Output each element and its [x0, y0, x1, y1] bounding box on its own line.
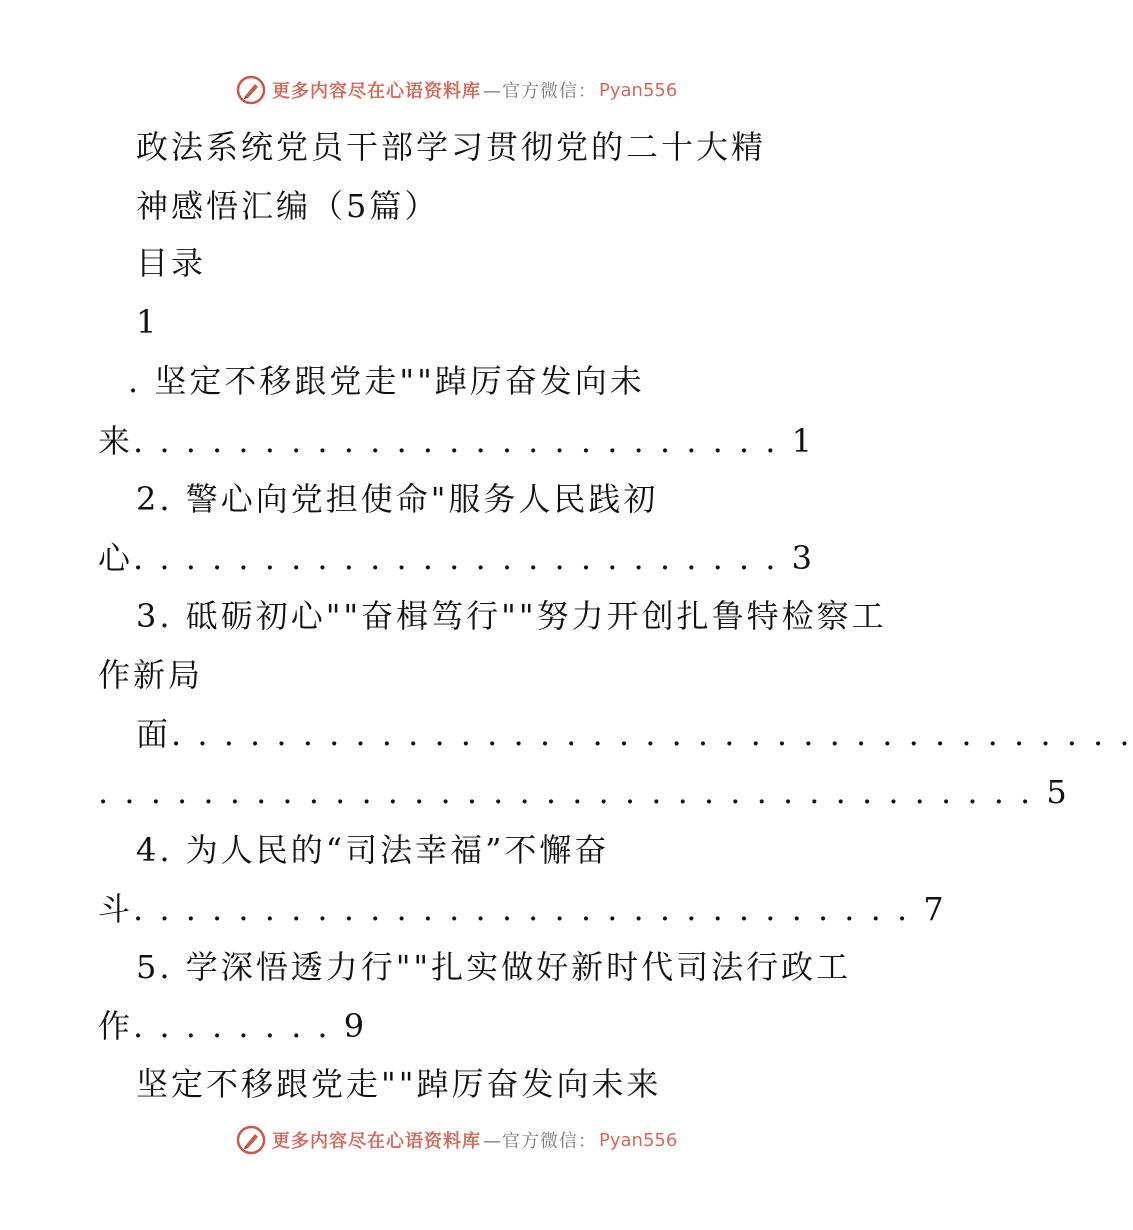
watermark-sep: —官方微信：: [483, 1131, 597, 1152]
watermark-brand: 更多内容尽在心语资料库: [272, 1131, 481, 1152]
pen-logo-icon: [236, 1125, 266, 1155]
toc-line: 来. . . . . . . . . . . . . . . . . . . . . . . . . 1: [98, 422, 815, 460]
toc-line: . 坚定不移跟党走""踔厉奋发向未: [128, 362, 645, 400]
toc-line: 2. 警心向党担使命"服务人民践初: [136, 480, 659, 518]
toc-line: 3. 砥砺初心""奋楫笃行""努力开创扎鲁特检察工: [136, 597, 887, 635]
toc-line: 作. . . . . . . . 9: [98, 1007, 368, 1045]
toc-line: 4. 为人民的“司法幸福”不懈奋: [136, 831, 610, 869]
toc-line: 5. 学深悟透力行""扎实做好新时代司法行政工: [136, 948, 852, 986]
doc-title-line1: 政法系统党员干部学习贯彻党的二十大精: [136, 128, 767, 166]
doc-title-line2: 神感悟汇编（5篇）: [136, 187, 440, 225]
watermark-header: [236, 73, 677, 107]
watermark-footer: [236, 1123, 677, 1157]
toc-heading: 目录: [136, 244, 207, 282]
toc-line: 作新局: [98, 656, 204, 694]
pen-logo-icon: [236, 75, 266, 105]
toc-line: 1: [136, 303, 160, 341]
toc-line: 心. . . . . . . . . . . . . . . . . . . . . . . . . 3: [98, 539, 815, 577]
section-heading: 坚定不移跟党走""踔厉奋发向未来: [136, 1065, 662, 1103]
toc-line: . . . . . . . . . . . . . . . . . . . . . . . . . . . . . . . . . . . . 5: [98, 773, 1070, 811]
watermark-account: Pyan556: [599, 1129, 678, 1151]
watermark-brand: 更多内容尽在心语资料库: [272, 81, 481, 102]
toc-line: 面. . . . . . . . . . . . . . . . . . . . . . . . . . . . . . . . . . . . .: [136, 715, 1133, 753]
watermark-sep: —官方微信：: [483, 81, 597, 102]
toc-line: 斗. . . . . . . . . . . . . . . . . . . . . . . . . . . . . . 7: [98, 890, 947, 928]
watermark-account: Pyan556: [599, 79, 678, 101]
